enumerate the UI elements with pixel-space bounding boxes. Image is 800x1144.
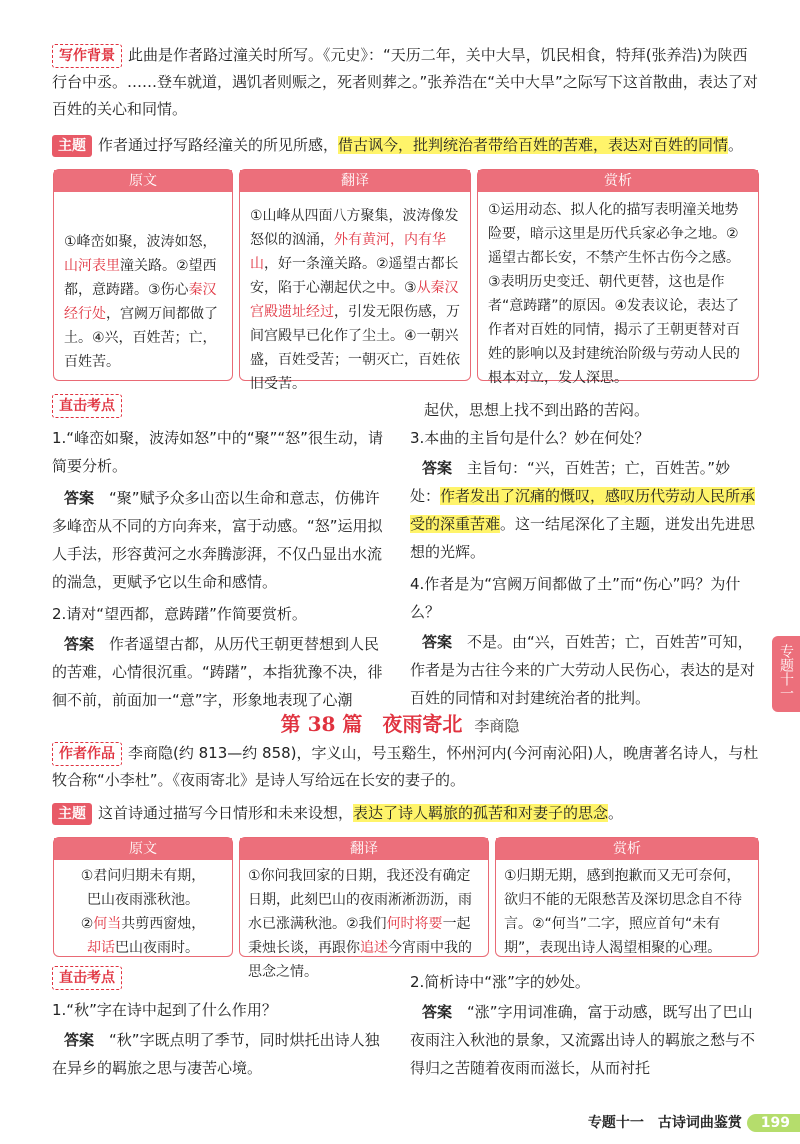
question-1: 1.“峰峦如聚，波涛如怒”中的“聚”“怒”很生动，请简要分析。 [52, 429, 383, 475]
key-points-label-2: 直击考点 [52, 966, 128, 990]
background-text: 此曲是作者路过潼关时所写。《元史》：“天历二年，关中大旱，饥民相食，特拜(张养浩)为陕西行台中丞。……登车就道，遇饥者则赈之，死者则葬之。”张养浩在“关中大旱”之际写下这首散曲，表达了对百姓的关心和同情。 [52, 46, 758, 118]
original-header: 原文 [54, 170, 232, 192]
original-text: ①峰峦如聚，波涛如怒，山河表里潼关路。②望西都，意踌躇。③伤心秦汉经行处，宫阙万间都做了土。④兴，百姓苦；亡，百姓苦。 [64, 234, 218, 370]
translation-red-1: 外有黄河，内有华山 [250, 232, 446, 272]
theme-label-2: 主题 [52, 803, 92, 825]
original-red-1: 山河表里 [64, 258, 120, 274]
writing-background-label: 写作背景 [52, 44, 122, 68]
question-2-1: 1.“秋”字在诗中起到了什么作用？ [52, 1001, 277, 1019]
translation-text: ①山峰从四面八方聚集，波涛像发怒似的汹涌，外有黄河，内有华山，好一条潼关路。②遥望古都长安，陷于心潮起伏之中。③从秦汉宫殿遗址经过，引发无限伤感，万间宫殿早已化作了尘土。④一朝兴盛，百姓受苦；一朝灭亡，百姓依旧受苦。 [250, 208, 460, 392]
theme-paragraph-1 [52, 132, 762, 159]
theme-text-2: 这首诗通过描写今日情形和未来设想， [98, 804, 354, 822]
answer-2-1: 答案 “秋”字既点明了季节，同时烘托出诗人独在异乡的羁旅之思与凄苦心境。 [52, 1031, 380, 1077]
theme-text: 作者通过抒写路经潼关的所见所感， [98, 136, 339, 154]
key-points-right-2 [410, 968, 756, 1082]
poem-table-1 [48, 168, 764, 392]
author-works-paragraph [52, 740, 762, 794]
author-works-label: 作者作品 [52, 742, 122, 766]
answer-3-highlight: 作者发出了沉痛的慨叹，感叹历代劳动人民所承受的深重苦难 [410, 487, 756, 533]
original-text-2: ①君问归期未有期， 巴山夜雨涨秋池。 ②何当共剪西窗烛， 却话巴山夜雨时。 [80, 868, 206, 956]
theme-highlight: 借古讽今，批判统治者带给百姓的苦难，表达对百姓的同情 [338, 136, 729, 154]
footer-text: 专题十一 古诗词曲鉴赏 [587, 1115, 742, 1131]
original-column [53, 169, 233, 381]
page-number: 199 [747, 1114, 800, 1132]
poem-author: 李商隐 [474, 717, 520, 735]
analysis-column-2: 赏析 ①归期无期，感到抱歉而又无可奈何，欲归不能的无限愁苦及深切思念自不待言。②“何当”二字，照应首句“未有期”，表现出诗人渴望相聚的心理。 [495, 837, 759, 957]
translation-column-2: 翻译 ①你问我回家的日期，我还没有确定日期，此刻巴山的夜雨淅淅沥沥，雨水已涨满秋池。②我们何时将要一起秉烛长谈，再跟你追述今宵雨中我的思念之情。 [239, 837, 489, 957]
theme-end: 。 [728, 136, 744, 154]
answer-2: 答案 作者遥望古都，从历代王朝更替想到人民的苦难，心情很沉重。“踌躇”，本指犹豫不决，徘徊不前，前面加一“意”字，形象地表现了心潮 [52, 635, 383, 709]
background-paragraph [52, 42, 762, 123]
translation-text-2: ①你问我回家的日期，我还没有确定日期，此刻巴山的夜雨淅淅沥沥，雨水已涨满秋池。②我们何时将要一起秉烛长谈，再跟你追述今宵雨中我的思念之情。 [248, 868, 472, 980]
translation-header: 翻译 [240, 170, 470, 192]
translation-red-2: 从秦汉宫殿遗址经过 [250, 280, 459, 320]
answer-2-continued: 起伏，思想上找不到出路的苦闷。 [424, 401, 650, 419]
question-2-2: 2.简析诗中“涨”字的妙处。 [410, 973, 590, 991]
key-points-label-1: 直击考点 [52, 394, 128, 418]
page-footer [520, 1112, 800, 1132]
original-red-2: 秦汉经行处 [64, 282, 217, 322]
section-title-2 [0, 708, 800, 737]
question-2: 2.请对“望西都，意踌躇”作简要赏析。 [52, 605, 307, 623]
analysis-column [477, 169, 759, 386]
answer-3: 答案 主旨句：“兴，百姓苦；亡，百姓苦。”妙处：作者发出了沉痛的慨叹，感叹历代劳动人民所承受的深重苦难。这一结尾深化了主题，迸发出先进思想的光辉。 [410, 459, 756, 561]
chapter-side-tab: 专题十一 [772, 636, 800, 712]
analysis-header: 赏析 [478, 170, 758, 192]
answer-1: 答案 “聚”赋予众多山峦以生命和意志，仿佛许多峰峦从不同的方向奔来，富于动感。“怒”运用拟人手法，形容黄河之水奔腾澎湃，不仅凸显出水流的湍急，更赋予它以生命和感情。 [52, 489, 383, 591]
answer-2-2: 答案 “涨”字用词准确，富于动感，既写出了巴山夜雨注入秋池的景象，又流露出诗人的羁旅之愁与不得归之苦随着夜雨而滋长，从而衬托 [410, 1003, 756, 1077]
key-points-left-1 [52, 424, 394, 714]
answer-4: 答案 不是。由“兴，百姓苦；亡，百姓苦”可知，作者是为古往今来的广大劳动人民伤心，表达的是对百姓的同情和对封建统治者的批判。 [410, 633, 756, 707]
key-points-left-2 [52, 996, 394, 1082]
analysis-text: ①运用动态、拟人化的描写表明潼关地势险要，暗示这里是历代兵家必争之地。②遥望古都长安，不禁产生怀古伤今之感。③表明历史变迁、朝代更替，这也是作者“意踌躇”的原因。④发表议论，表达了作者对百姓的同情，揭示了王朝更替对百姓的影响以及封建统治阶级与劳动人民的根本对立，发人深思。 [488, 202, 740, 386]
theme-label: 主题 [52, 135, 92, 157]
translation-column [239, 169, 471, 392]
question-4: 4.作者是为“宫阙万间都做了土”而“伤心”吗？为什么？ [410, 575, 741, 621]
original-column-2: 原文 ①君问归期未有期， 巴山夜雨涨秋池。 ②何当共剪西窗烛， 却话巴山夜雨时。 [53, 837, 233, 957]
author-works-text: 李商隐(约 813—约 858)，字义山，号玉谿生，怀州河内(今河南沁阳)人，晚唐著名诗人，与杜牧合称“小李杜”。《夜雨寄北》是诗人写给远在长安的妻子的。 [52, 744, 759, 789]
theme-paragraph-2: 主题 这首诗通过描写今日情形和未来设想，表达了诗人羁旅的孤苦和对妻子的思念。 [52, 800, 762, 827]
poem-title: 第 38 篇 夜雨寄北 [280, 712, 463, 736]
analysis-text-2: ①归期无期，感到抱歉而又无可奈何，欲归不能的无限愁苦及深切思念自不待言。②“何当”二字，照应首句“未有期”，表现出诗人渴望相聚的心理。 [504, 868, 742, 956]
question-3: 3.本曲的主旨句是什么？妙在何处？ [410, 429, 650, 447]
theme-highlight-2: 表达了诗人羁旅的孤苦和对妻子的思念 [353, 804, 609, 822]
key-points-right-1 [410, 396, 756, 712]
